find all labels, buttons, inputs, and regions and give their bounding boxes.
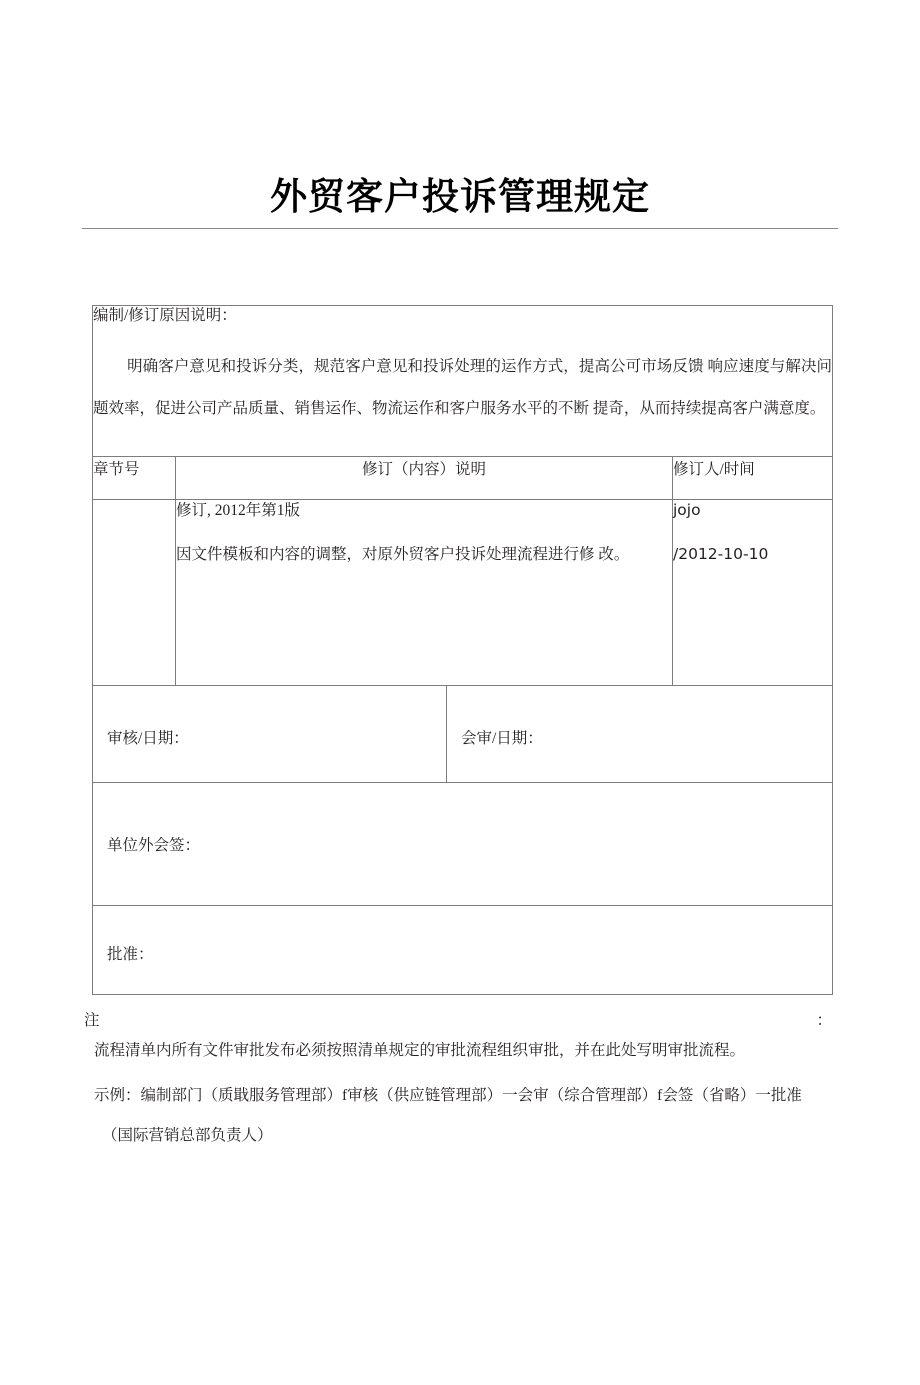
description-line-1: 修订, 2012年第1版	[176, 502, 301, 519]
table-row-countersign	[93, 783, 833, 906]
column-header-section: 章节号	[93, 457, 176, 500]
note-example-line-2: （国际营销总部负责人）	[102, 1127, 273, 1144]
table-header-row	[93, 457, 833, 500]
cell-section-number	[93, 500, 176, 686]
cell-review	[93, 686, 447, 783]
title-block	[82, 172, 838, 229]
approval-label: 批准：	[107, 946, 154, 963]
table-row	[93, 500, 833, 686]
review-label: 审核/日期：	[107, 730, 189, 747]
external-countersign-label: 单位外会签：	[107, 837, 201, 854]
intro-label: 编制/修订原因说明：	[93, 307, 237, 324]
reviser-name: jojo	[673, 501, 701, 519]
intro-cell	[93, 306, 833, 457]
title-divider	[82, 228, 838, 229]
footer-notes	[84, 1008, 832, 1156]
cell-reviser	[673, 500, 833, 686]
note-heading-colon: ：	[816, 1012, 832, 1029]
revision-table	[92, 305, 833, 995]
column-header-reviser: 修订人/时间	[673, 457, 833, 500]
intro-body: 明确客户意见和投诉分类，规范客户意见和投诉处理的运作方式，提高公可市场反馈 响应速度与解决问题效率，促进公司产品质量、销售运作、物流运作和客户服务水平的不断 提奇，从而持续提高客户满意度。	[93, 358, 833, 418]
table-row-approval	[93, 906, 833, 995]
cell-external-countersign	[93, 783, 833, 906]
table-row-review	[93, 686, 833, 783]
note-example-line-1: 示例：编制部门（质戢服务管理部）f审核（供应链管理部）一会审（综合管理部）f会签（省略）一批准	[94, 1087, 802, 1104]
note-line-1: 流程清单内所有文件审批发布必须按照清单规定的审批流程组织审批，并在此处写明审批流程。	[94, 1042, 746, 1059]
note-heading	[84, 1008, 832, 1034]
reviser-date: /2012-10-10	[673, 544, 769, 563]
joint-review-label: 会审/日期：	[461, 730, 543, 747]
cell-joint-review	[447, 686, 833, 783]
cell-description	[176, 500, 673, 686]
column-header-description: 修订（内容）说明	[176, 457, 673, 500]
table-row-intro	[93, 306, 833, 457]
cell-approval	[93, 906, 833, 995]
note-heading-label: 注	[84, 1012, 100, 1029]
description-line-2: 因文件模板和内容的调整，对原外贸客户投诉处理流程进行修 改。	[176, 545, 630, 563]
page-title: 外贸客户投诉管理规定	[270, 175, 650, 218]
